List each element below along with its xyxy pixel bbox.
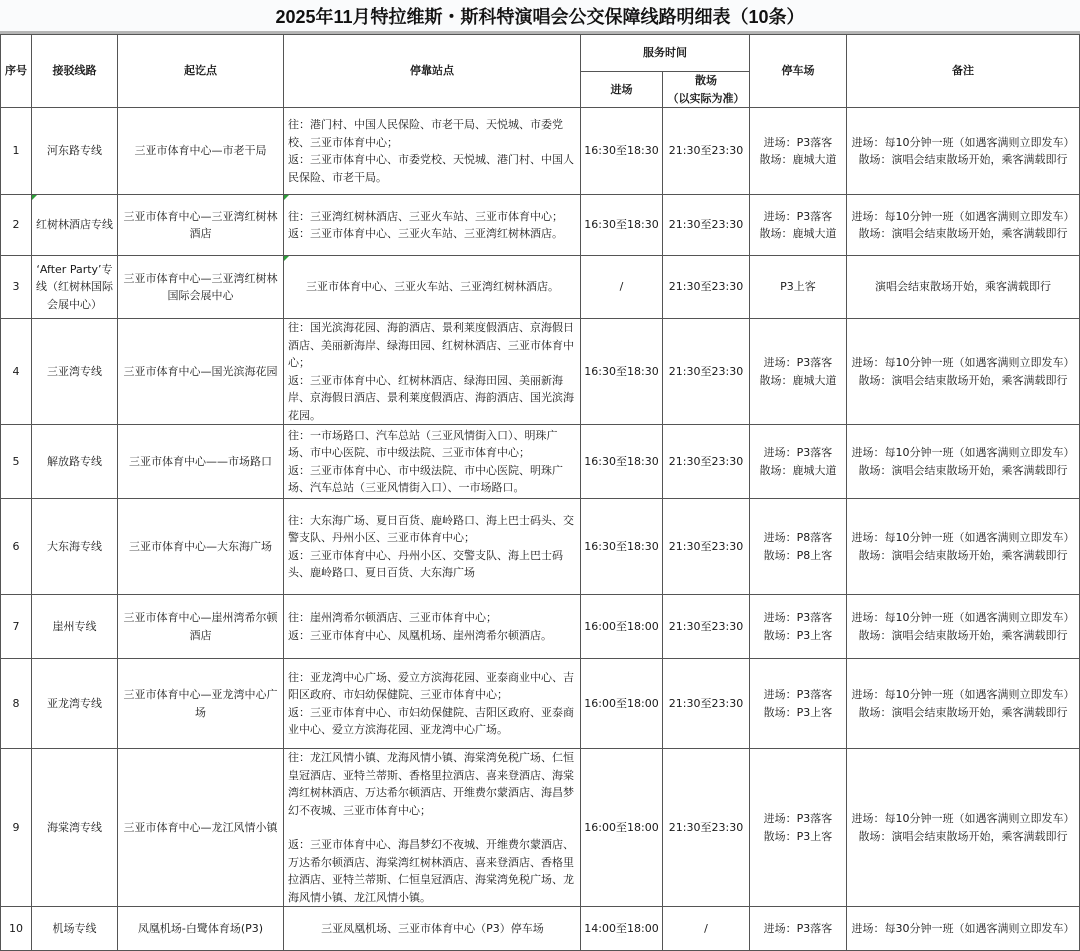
parking-line: 进场：P3落客	[763, 921, 833, 935]
stops-return: 返：三亚市体育中心、红树林酒店、绿海田园、美丽新海岸、京海假日酒店、景利莱度假酒店、海韵酒店、国光滨海花园。	[288, 373, 574, 422]
cell-entry-time: 16:30至18:30	[581, 108, 663, 195]
header-route: 接驳线路	[32, 35, 118, 108]
route-name: 河东路专线	[47, 144, 102, 158]
cell-endpoints: 三亚市体育中心—市老干局	[118, 108, 284, 195]
cell-stops	[284, 907, 581, 951]
stops-outbound: 三亚市体育中心、三亚火车站、三亚湾红树林酒店。	[306, 280, 559, 294]
cell-endpoints: 三亚市体育中心——市场路口	[118, 425, 284, 499]
cell-exit-time: 21:30至23:30	[663, 425, 750, 499]
cell-seq: 6	[1, 499, 32, 595]
route-name: 三亚湾专线	[47, 364, 102, 378]
cell-entry-time: 16:00至18:00	[581, 595, 663, 659]
cell-seq: 4	[1, 319, 32, 425]
stops-return: 返：三亚市体育中心、丹州小区、交警支队、海上巴士码头、鹿岭路口、夏日百货、大东海广场	[288, 548, 563, 579]
table-row	[1, 595, 1080, 659]
parking-line: 进场：P3落客	[763, 611, 833, 624]
stops-return: 返：三亚市体育中心、市委党校、天悦城、港门村、中国人民保险、市老干局。	[288, 153, 574, 184]
cell-endpoints: 三亚市体育中心—三亚湾红树林国际会展中心	[118, 256, 284, 319]
stops-outbound: 往：港门村、中国人民保险、市老干局、天悦城、市委党校、三亚市体育中心；	[288, 118, 563, 149]
parking-line: 进场：P3落客	[763, 135, 833, 149]
remark-line: 进场：每10分钟一班（如遇客满则立即发车）	[851, 135, 1075, 149]
header-remarks: 备注	[847, 35, 1080, 108]
cell-remarks	[847, 108, 1080, 195]
cell-exit-time: 21:30至23:30	[663, 195, 750, 256]
remark-line: 散场：演唱会结束散场开始，乘客满载即行	[858, 548, 1068, 562]
cell-route	[32, 195, 118, 256]
remark-line: 散场：演唱会结束散场开始，乘客满载即行	[858, 628, 1068, 642]
cell-stops	[284, 659, 581, 749]
route-name: 机场专线	[52, 921, 97, 935]
cell-exit-time: 21:30至23:30	[663, 256, 750, 319]
cell-endpoints: 三亚市体育中心—亚龙湾中心广场	[118, 659, 284, 749]
parking-line: 散场：鹿城大道	[759, 227, 837, 240]
remark-line: 散场：演唱会结束散场开始，乘客满载即行	[858, 153, 1068, 166]
route-name: 大东海专线	[47, 539, 102, 553]
cell-remarks	[847, 256, 1080, 319]
parking-line: 散场：P3上客	[763, 628, 833, 642]
stops-outbound: 往：亚龙湾中心广场、爱立方滨海花园、亚泰商业中心、吉阳区政府、市妇幼保健院、三亚市体育中心；	[288, 670, 574, 701]
table-row	[1, 499, 1080, 595]
cell-endpoints: 三亚市体育中心—龙江风情小镇	[118, 749, 284, 907]
cell-route	[32, 499, 118, 595]
header-seq: 序号	[1, 35, 32, 108]
cell-remarks	[847, 195, 1080, 256]
cell-parking	[750, 907, 847, 951]
cell-seq: 3	[1, 256, 32, 319]
remark-line: 进场：每10分钟一班（如遇客满则立即发车）	[851, 531, 1075, 544]
header-entry: 进场	[581, 72, 663, 108]
cell-route	[32, 659, 118, 749]
stops-gap	[288, 819, 577, 836]
cell-parking	[750, 749, 847, 907]
cell-seq: 2	[1, 195, 32, 256]
cell-entry-time: 16:30至18:30	[581, 319, 663, 425]
cell-exit-time: 21:30至23:30	[663, 595, 750, 659]
remark-line: 散场：演唱会结束散场开始，乘客满载即行	[858, 373, 1068, 387]
route-name: 海棠湾专线	[47, 820, 102, 834]
cell-remarks	[847, 425, 1080, 499]
table-row	[1, 256, 1080, 319]
remark-line: 进场：每10分钟一班（如遇客满则立即发车）	[851, 209, 1075, 223]
cell-remarks	[847, 595, 1080, 659]
cell-exit-time: /	[663, 907, 750, 951]
cell-stops	[284, 595, 581, 659]
route-name: ‘After Party’专线（红树林国际会展中心）	[36, 262, 113, 311]
table-row	[1, 108, 1080, 195]
parking-line: 散场：鹿城大道	[759, 153, 837, 166]
route-name: 崖州专线	[52, 619, 97, 633]
remark-line: 进场：每10分钟一班（如遇客满则立即发车）	[851, 356, 1075, 369]
table-body	[1, 108, 1080, 951]
cell-entry-time: 16:30至18:30	[581, 499, 663, 595]
route-name: 亚龙湾专线	[47, 696, 102, 710]
stops-outbound: 往：崖州湾希尔顿酒店、三亚市体育中心；	[288, 611, 497, 624]
cell-seq: 9	[1, 749, 32, 907]
table-row	[1, 907, 1080, 951]
header-endpoints: 起讫点	[118, 35, 284, 108]
cell-exit-time: 21:30至23:30	[663, 319, 750, 425]
cell-remarks	[847, 907, 1080, 951]
cell-exit-time: 21:30至23:30	[663, 499, 750, 595]
cell-exit-time: 21:30至23:30	[663, 749, 750, 907]
comment-indicator-icon[interactable]	[32, 195, 37, 200]
cell-endpoints: 凤凰机场-白鹭体育场(P3)	[118, 907, 284, 951]
stops-outbound: 往：国光滨海花园、海韵酒店、景利莱度假酒店、京海假日酒店、美丽新海岸、绿海田园、红树林酒店、三亚市体育中心；	[288, 321, 574, 369]
cell-route	[32, 749, 118, 907]
cell-remarks	[847, 749, 1080, 907]
cell-endpoints: 三亚市体育中心—三亚湾红树林酒店	[118, 195, 284, 256]
cell-route	[32, 907, 118, 951]
cell-route	[32, 595, 118, 659]
cell-parking	[750, 195, 847, 256]
cell-stops	[284, 256, 581, 319]
stops-return: 返：三亚市体育中心、凤凰机场、崖州湾希尔顿酒店。	[288, 628, 552, 642]
cell-endpoints: 三亚市体育中心—崖州湾希尔顿酒店	[118, 595, 284, 659]
cell-exit-time: 21:30至23:30	[663, 659, 750, 749]
cell-seq: 5	[1, 425, 32, 499]
parking-line: 进场：P3落客	[763, 812, 833, 825]
cell-parking	[750, 595, 847, 659]
header-exit	[663, 72, 750, 108]
cell-parking	[750, 499, 847, 595]
stops-outbound: 三亚凤凰机场、三亚市体育中心（P3）停车场	[321, 921, 544, 935]
parking-line: 散场：P3上客	[763, 829, 833, 843]
cell-parking	[750, 659, 847, 749]
remark-line: 散场：演唱会结束散场开始，乘客满载即行	[858, 829, 1068, 843]
cell-seq: 1	[1, 108, 32, 195]
cell-stops	[284, 195, 581, 256]
route-name: 解放路专线	[47, 454, 102, 468]
comment-indicator-icon[interactable]	[284, 256, 289, 261]
parking-line: 散场：鹿城大道	[759, 463, 837, 477]
table-row	[1, 749, 1080, 907]
cell-seq: 10	[1, 907, 32, 951]
cell-remarks	[847, 499, 1080, 595]
comment-indicator-icon[interactable]	[284, 195, 289, 200]
cell-stops	[284, 108, 581, 195]
route-table	[0, 34, 1080, 951]
stops-outbound: 往：一市场路口、汽车总站（三亚风情街入口）、明珠广场、市中心医院、市中级法院、三亚市体育中心；	[288, 428, 558, 459]
stops-outbound: 往：三亚湾红树林酒店、三亚火车站、三亚市体育中心；	[288, 209, 563, 223]
cell-entry-time: 16:00至18:00	[581, 659, 663, 749]
parking-line: 进场：P3落客	[763, 688, 833, 701]
remark-line: 散场：演唱会结束散场开始，乘客满载即行	[858, 463, 1068, 477]
title-bar	[0, 0, 1080, 34]
cell-route	[32, 256, 118, 319]
remark-line: 进场：每10分钟一班（如遇客满则立即发车）	[851, 688, 1075, 701]
cell-stops	[284, 425, 581, 499]
stops-return: 返：三亚市体育中心、三亚火车站、三亚湾红树林酒店。	[288, 227, 563, 240]
parking-line: 散场：鹿城大道	[759, 373, 837, 387]
remark-line: 演唱会结束散场开始，乘客满载即行	[875, 280, 1051, 294]
cell-entry-time: 16:30至18:30	[581, 425, 663, 499]
cell-stops	[284, 749, 581, 907]
cell-endpoints: 三亚市体育中心—国光滨海花园	[118, 319, 284, 425]
remark-line: 进场：每10分钟一班（如遇客满则立即发车）	[851, 611, 1075, 624]
header-stops: 停靠站点	[284, 35, 581, 108]
cell-route	[32, 319, 118, 425]
table-row	[1, 195, 1080, 256]
parking-line: 进场：P8落客	[763, 531, 833, 544]
parking-line: 进场：P3落客	[763, 356, 833, 369]
table-row	[1, 425, 1080, 499]
parking-line: 散场：P8上客	[763, 548, 833, 562]
cell-route	[32, 425, 118, 499]
header-parking: 停车场	[750, 35, 847, 108]
table-row	[1, 659, 1080, 749]
stops-return: 返：三亚市体育中心、市妇幼保健院、吉阳区政府、亚泰商业中心、爱立方滨海花园、亚龙湾中心广场。	[288, 705, 574, 736]
remark-line: 进场：每30分钟一班（如遇客满则立即发车）	[851, 921, 1075, 935]
stops-return: 返：三亚市体育中心、市中级法院、市中心医院、明珠广场、汽车总站（三亚风情街入口）、一市场路口。	[288, 463, 563, 494]
route-name: 红树林酒店专线	[36, 218, 113, 232]
cell-stops	[284, 319, 581, 425]
cell-seq: 7	[1, 595, 32, 659]
header-exit-label: 散场	[695, 74, 717, 87]
cell-parking	[750, 108, 847, 195]
cell-seq: 8	[1, 659, 32, 749]
parking-line: 进场：P3落客	[763, 446, 833, 459]
cell-entry-time: /	[581, 256, 663, 319]
stops-return: 返：三亚市体育中心、海昌梦幻不夜城、开维费尔蒙酒店、万达希尔顿酒店、海棠湾红树林酒店、喜来登酒店、香格里拉酒店、亚特兰蒂斯、仁恒皇冠酒店、海棠湾免税广场、龙海风情小镇、龙江风情小镇。	[288, 838, 574, 904]
cell-entry-time: 14:00至18:00	[581, 907, 663, 951]
cell-entry-time: 16:30至18:30	[581, 195, 663, 256]
stops-outbound: 往：龙江风情小镇、龙海风情小镇、海棠湾免税广场、仁恒皇冠酒店、亚特兰蒂斯、香格里拉酒店、喜来登酒店、海棠湾红树林酒店、万达希尔顿酒店、开维费尔蒙酒店、海昌梦幻不夜城、三亚市体育中心；	[288, 751, 574, 817]
page-title: 2025年11月特拉维斯・斯科特演唱会公交保障线路明细表（10条）	[275, 6, 805, 27]
remark-line: 进场：每10分钟一班（如遇客满则立即发车）	[851, 446, 1075, 459]
header-service-time: 服务时间	[581, 35, 750, 72]
header-exit-note: （以实际为准）	[667, 91, 745, 105]
cell-parking	[750, 256, 847, 319]
cell-exit-time: 21:30至23:30	[663, 108, 750, 195]
parking-line: 进场：P3落客	[763, 209, 833, 223]
parking-line: P3上客	[780, 280, 816, 294]
cell-parking	[750, 425, 847, 499]
cell-parking	[750, 319, 847, 425]
cell-remarks	[847, 659, 1080, 749]
table-row	[1, 319, 1080, 425]
parking-line: 散场：P3上客	[763, 705, 833, 719]
cell-endpoints: 三亚市体育中心—大东海广场	[118, 499, 284, 595]
remark-line: 进场：每10分钟一班（如遇客满则立即发车）	[851, 812, 1075, 825]
cell-entry-time: 16:00至18:00	[581, 749, 663, 907]
cell-remarks	[847, 319, 1080, 425]
remark-line: 散场：演唱会结束散场开始，乘客满载即行	[858, 227, 1068, 240]
cell-stops	[284, 499, 581, 595]
cell-route	[32, 108, 118, 195]
remark-line: 散场：演唱会结束散场开始，乘客满载即行	[858, 705, 1068, 719]
stops-outbound: 往：大东海广场、夏日百货、鹿岭路口、海上巴士码头、交警支队、丹州小区、三亚市体育中心；	[288, 513, 574, 544]
